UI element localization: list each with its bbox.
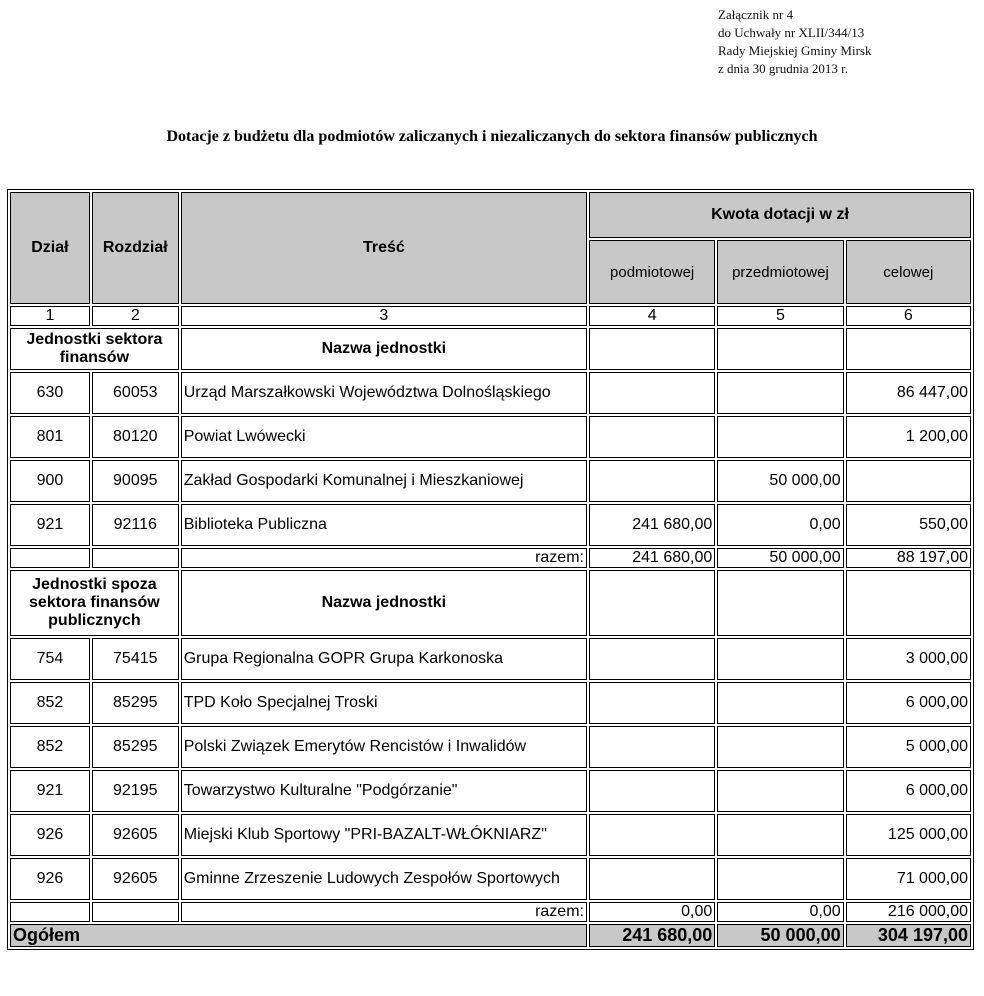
cell-przedmiotowej xyxy=(717,770,843,812)
cell-tresc: Urząd Marszałkowski Województwa Dolnośląskiego xyxy=(181,372,587,414)
cell-dzial: 801 xyxy=(10,416,90,458)
cell-rozdzial: 92116 xyxy=(92,504,179,546)
cell-podmiotowej xyxy=(589,638,715,680)
subtotal-celowej: 216 000,00 xyxy=(846,902,971,922)
column-number: 2 xyxy=(92,306,179,326)
cell-tresc: Polski Związek Emerytów Rencistów i Inwalidów xyxy=(181,726,587,768)
cell-tresc: Gminne Zrzeszenie Ludowych Zespołów Sportowych xyxy=(181,858,587,900)
table-row xyxy=(10,682,971,724)
cell-podmiotowej xyxy=(589,682,715,724)
cell-rozdzial: 85295 xyxy=(92,726,179,768)
cell-celowej: 5 000,00 xyxy=(846,726,971,768)
cell-przedmiotowej xyxy=(717,416,843,458)
empty-cell xyxy=(92,548,179,568)
header-tresc: Treść xyxy=(181,192,587,304)
cell-celowej xyxy=(846,460,971,502)
cell-tresc: Powiat Lwówecki xyxy=(181,416,587,458)
cell-celowej: 1 200,00 xyxy=(846,416,971,458)
cell-dzial: 921 xyxy=(10,770,90,812)
cell-dzial: 754 xyxy=(10,638,90,680)
cell-dzial: 630 xyxy=(10,372,90,414)
subtotal-przedmiotowej: 50 000,00 xyxy=(717,548,843,568)
total-podmiotowej: 241 680,00 xyxy=(589,924,715,947)
cell-celowej: 86 447,00 xyxy=(846,372,971,414)
table-row xyxy=(10,726,971,768)
header-przedmiotowej: przedmiotowej xyxy=(717,240,843,304)
cell-tresc: TPD Koło Specjalnej Troski xyxy=(181,682,587,724)
table-row xyxy=(10,372,971,414)
cell-przedmiotowej xyxy=(717,726,843,768)
cell-podmiotowej xyxy=(589,814,715,856)
cell-dzial: 900 xyxy=(10,460,90,502)
empty-cell xyxy=(10,902,90,922)
empty-cell xyxy=(92,902,179,922)
subtotal-label: razem: xyxy=(181,902,587,922)
cell-podmiotowej xyxy=(589,726,715,768)
column-number: 4 xyxy=(589,306,715,326)
annex-line: do Uchwały nr XLII/344/13 xyxy=(718,25,865,40)
cell-rozdzial: 90095 xyxy=(92,460,179,502)
subtotal-podmiotowej: 241 680,00 xyxy=(589,548,715,568)
header-dzial: Dział xyxy=(10,192,90,304)
empty-cell xyxy=(589,328,715,370)
table-row xyxy=(10,638,971,680)
subtotal-row xyxy=(10,902,971,922)
empty-cell xyxy=(846,570,971,636)
subtotal-celowej: 88 197,00 xyxy=(846,548,971,568)
cell-przedmiotowej: 0,00 xyxy=(717,504,843,546)
cell-przedmiotowej xyxy=(717,638,843,680)
empty-cell xyxy=(589,570,715,636)
table-row xyxy=(10,814,971,856)
cell-rozdzial: 85295 xyxy=(92,682,179,724)
table-row xyxy=(10,770,971,812)
annex-line: Rady Miejskiej Gminy Mirsk xyxy=(718,43,872,58)
cell-dzial: 926 xyxy=(10,814,90,856)
table-row xyxy=(10,858,971,900)
cell-celowej: 71 000,00 xyxy=(846,858,971,900)
column-number: 6 xyxy=(846,306,971,326)
cell-dzial: 852 xyxy=(10,726,90,768)
cell-rozdzial: 92195 xyxy=(92,770,179,812)
cell-tresc: Towarzystwo Kulturalne "Podgórzanie" xyxy=(181,770,587,812)
empty-cell xyxy=(717,328,843,370)
grants-table xyxy=(7,189,974,950)
subtotal-row xyxy=(10,548,971,568)
cell-celowej: 550,00 xyxy=(846,504,971,546)
cell-przedmiotowej: 50 000,00 xyxy=(717,460,843,502)
total-label: Ogółem xyxy=(10,924,587,947)
cell-celowej: 3 000,00 xyxy=(846,638,971,680)
cell-tresc: Biblioteka Publiczna xyxy=(181,504,587,546)
table-row xyxy=(10,460,971,502)
cell-podmiotowej xyxy=(589,858,715,900)
cell-podmiotowej xyxy=(589,416,715,458)
table-row xyxy=(10,504,971,546)
empty-cell xyxy=(10,548,90,568)
cell-podmiotowej: 241 680,00 xyxy=(589,504,715,546)
section-label: Jednostki sektora finansów xyxy=(10,328,179,370)
cell-przedmiotowej xyxy=(717,858,843,900)
cell-rozdzial: 75415 xyxy=(92,638,179,680)
cell-rozdzial: 92605 xyxy=(92,814,179,856)
cell-rozdzial: 92605 xyxy=(92,858,179,900)
empty-cell xyxy=(717,570,843,636)
cell-celowej: 125 000,00 xyxy=(846,814,971,856)
cell-podmiotowej xyxy=(589,460,715,502)
column-number: 3 xyxy=(181,306,587,326)
empty-cell xyxy=(846,328,971,370)
cell-podmiotowej xyxy=(589,770,715,812)
total-celowej: 304 197,00 xyxy=(846,924,971,947)
cell-tresc: Miejski Klub Sportowy "PRI-BAZALT-WŁÓKNIARZ" xyxy=(181,814,587,856)
cell-dzial: 926 xyxy=(10,858,90,900)
section-label: Jednostki spoza sektora finansów publicznych xyxy=(10,570,179,636)
cell-przedmiotowej xyxy=(717,372,843,414)
cell-podmiotowej xyxy=(589,372,715,414)
cell-dzial: 852 xyxy=(10,682,90,724)
cell-rozdzial: 80120 xyxy=(92,416,179,458)
subtotal-label: razem: xyxy=(181,548,587,568)
header-celowej: celowej xyxy=(846,240,971,304)
header-rozdzial: Rozdział xyxy=(92,192,179,304)
column-number: 5 xyxy=(717,306,843,326)
cell-tresc: Zakład Gospodarki Komunalnej i Mieszkaniowej xyxy=(181,460,587,502)
cell-celowej: 6 000,00 xyxy=(846,682,971,724)
column-number: 1 xyxy=(10,306,90,326)
subtotal-podmiotowej: 0,00 xyxy=(589,902,715,922)
annex-line: Załącznik nr 4 xyxy=(718,7,794,22)
header-podmiotowej: podmiotowej xyxy=(589,240,715,304)
cell-dzial: 921 xyxy=(10,504,90,546)
subtotal-przedmiotowej: 0,00 xyxy=(717,902,843,922)
name-header: Nazwa jednostki xyxy=(181,328,587,370)
document-title: Dotacje z budżetu dla podmiotów zaliczanych i niezaliczanych do sektora finansów publicznych xyxy=(166,128,818,145)
annex-note xyxy=(718,6,871,78)
total-row xyxy=(10,924,971,947)
cell-przedmiotowej xyxy=(717,814,843,856)
cell-przedmiotowej xyxy=(717,682,843,724)
table-row xyxy=(10,416,971,458)
cell-tresc: Grupa Regionalna GOPR Grupa Karkonoska xyxy=(181,638,587,680)
total-przedmiotowej: 50 000,00 xyxy=(717,924,843,947)
name-header: Nazwa jednostki xyxy=(181,570,587,636)
cell-rozdzial: 60053 xyxy=(92,372,179,414)
cell-celowej: 6 000,00 xyxy=(846,770,971,812)
header-kwota: Kwota dotacji w zł xyxy=(589,192,971,238)
annex-line: z dnia 30 grudnia 2013 r. xyxy=(718,61,848,76)
